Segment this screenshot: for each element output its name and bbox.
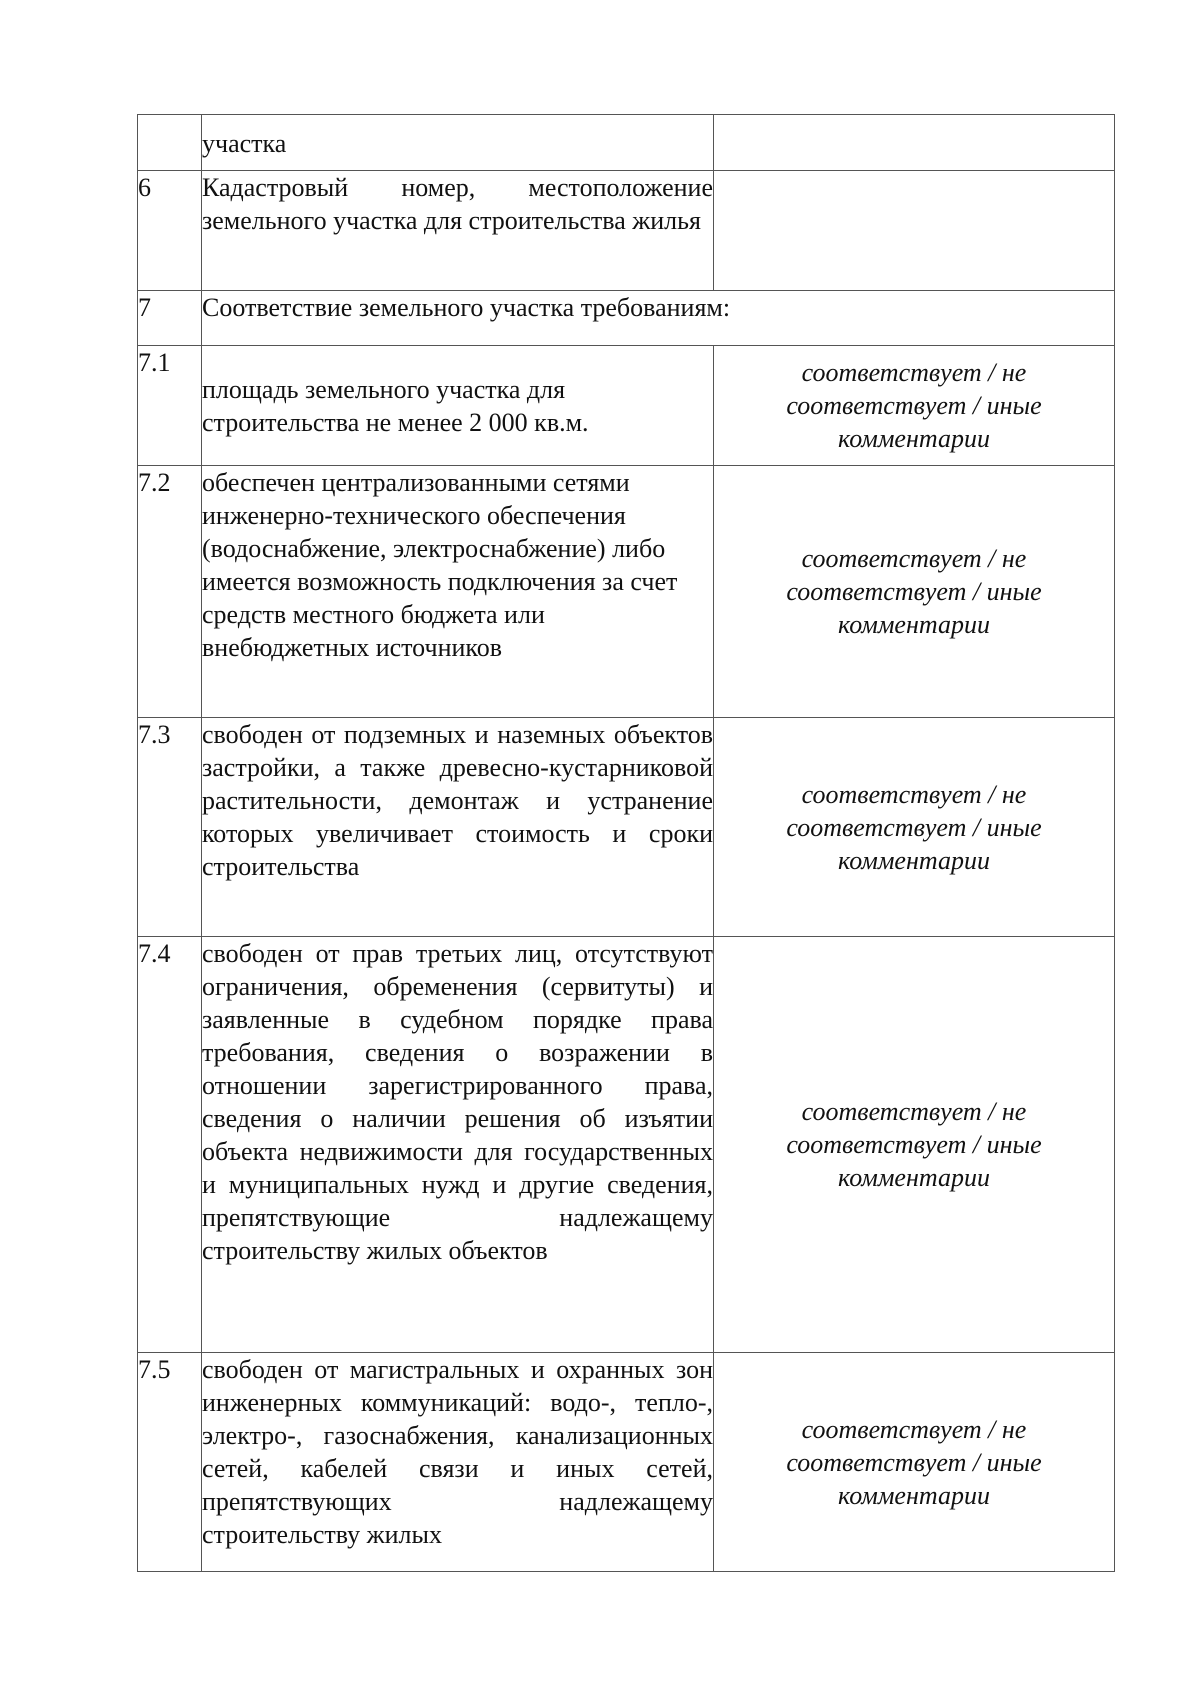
- table-row: [138, 937, 1115, 1353]
- table-row: [138, 115, 1115, 171]
- row-text: свободен от магистральных и охранных зон инженерных коммуникаций: водо-, тепло-, электро-, газоснабжения, канализационных сетей, кабелей связи и иных сетей, препятствующих надлежащему строительству жилых: [202, 1353, 714, 1572]
- row-status-cell: [714, 171, 1115, 291]
- row-number: [138, 115, 202, 171]
- table-row: [138, 291, 1115, 346]
- status-line: комментарии: [838, 1163, 990, 1192]
- status-line: комментарии: [838, 845, 990, 875]
- row-number: 7.1: [138, 346, 202, 466]
- status-line: комментарии: [838, 1480, 990, 1510]
- row-text: Кадастровый номер, местоположение земельного участка для строительства жилья: [202, 171, 714, 291]
- status-line: соответствует / не: [801, 1097, 1027, 1126]
- status-line: соответствует / иные: [786, 1447, 1042, 1477]
- status-line: соответствует / иные: [786, 391, 1042, 420]
- compliance-status: [714, 466, 1115, 718]
- requirements-table: [137, 114, 1115, 1572]
- table-row: [138, 718, 1115, 937]
- row-text: участка: [202, 115, 714, 171]
- row-number: 7: [138, 291, 202, 346]
- status-line: соответствует / не: [801, 1414, 1027, 1444]
- compliance-status: [714, 718, 1115, 937]
- compliance-status: [714, 346, 1115, 466]
- row-number: 7.4: [138, 937, 202, 1353]
- table-row: [138, 346, 1115, 466]
- row-number: 7.2: [138, 466, 202, 718]
- status-line: комментарии: [838, 610, 990, 639]
- row-text: свободен от подземных и наземных объектов застройки, а также древесно-кустарниковой растительности, демонтаж и устранение которых увеличивает стоимость и сроки строительства: [202, 718, 714, 937]
- row-number: 6: [138, 171, 202, 291]
- row-status-cell: [714, 115, 1115, 171]
- row-text: свободен от прав третьих лиц, отсутствуют ограничения, обременения (сервитуты) и заявленные в судебном порядке права требования, сведения о возражении в отношении зарегистрированного права, сведения о наличии решения об изъятии объекта недвижимости для государственных и муниципальных нужд и другие сведения, препятствующие надлежащему строительству жилых объектов: [202, 937, 714, 1353]
- status-line: соответствует / не: [801, 779, 1027, 809]
- row-text: площадь земельного участка для строительства не менее 2 000 кв.м.: [202, 346, 714, 466]
- row-number: 7.5: [138, 1353, 202, 1572]
- row-text: обеспечен централизованными сетями инженерно-технического обеспечения (водоснабжение, электроснабжение) либо имеется возможность подключения за счет средств местного бюджета или внебюджетных источников: [202, 466, 714, 718]
- section-heading: Соответствие земельного участка требованиям:: [202, 291, 1115, 346]
- compliance-status: [714, 937, 1115, 1353]
- status-line: соответствует / иные: [786, 577, 1042, 606]
- table-row: [138, 1353, 1115, 1572]
- status-line: комментарии: [838, 424, 990, 453]
- table-row: [138, 171, 1115, 291]
- compliance-status: [714, 1353, 1115, 1572]
- status-line: соответствует / не: [801, 544, 1027, 573]
- row-number: 7.3: [138, 718, 202, 937]
- status-line: соответствует / иные: [786, 1130, 1042, 1159]
- status-line: соответствует / иные: [786, 812, 1042, 842]
- table-row: [138, 466, 1115, 718]
- status-line: соответствует / не: [801, 358, 1027, 387]
